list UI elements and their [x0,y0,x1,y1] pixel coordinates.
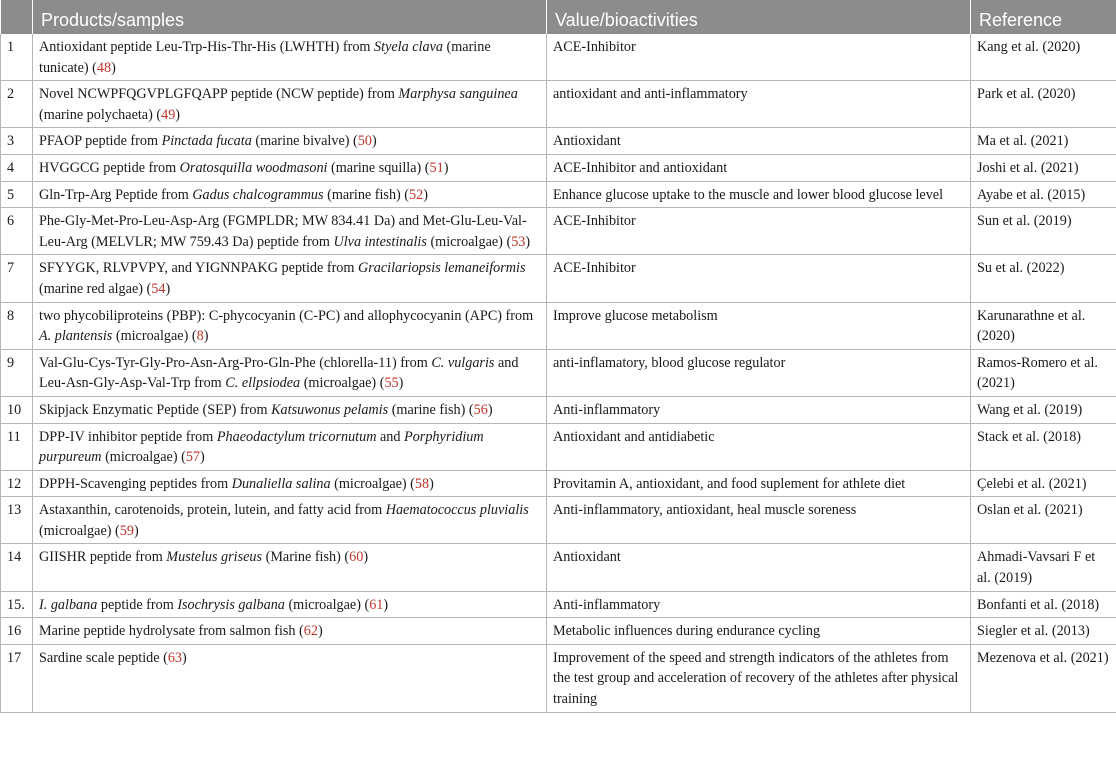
citation-link[interactable]: 49 [161,106,176,123]
reference-cell: Stack et al. (2018) [971,423,1116,470]
row-number: 12 [1,470,33,497]
product-text: ) [317,623,323,640]
product-cell [33,208,547,255]
species-name: C. vulgaris [431,354,495,371]
reference-cell: Kang et al. (2020) [971,34,1116,81]
product-text: Sardine scale peptide ( [39,649,168,666]
product-cell [33,470,547,497]
product-text: (microalgae) ( [300,375,385,392]
bioactivity-cell: ACE-Inhibitor [547,255,971,302]
product-text: (microalgae) ( [112,328,197,345]
citation-link[interactable]: 60 [349,549,364,566]
species-name: I. galbana [39,596,98,613]
bioactivity-cell: Improve glucose metabolism [547,302,971,349]
product-text: (marine fish) ( [388,401,474,418]
product-text: ) [429,475,434,492]
product-cell [33,181,547,208]
row-number: 4 [1,154,33,181]
citation-link[interactable]: 63 [167,649,183,666]
species-name: Ulva intestinalis [333,233,427,250]
product-text: and [376,428,405,445]
product-text: and Leu-Asn-Gly-Asp-Val-Trp from [39,354,519,392]
product-text: Val-Glu-Cys-Tyr-Gly-Pro-Asn-Arg-Pro-Gln-Phe (chlorella-11) from [39,354,432,371]
reference-cell: Ramos-Romero et al. (2021) [971,349,1116,396]
product-text: ) [423,186,428,203]
product-text: DPP-IV inhibitor peptide from [39,428,217,445]
product-text: Phe-Gly-Met-Pro-Leu-Asp-Arg (FGMPLDR; MW 834.41 Da) and Met-Glu-Leu-Val-Leu-Arg (MELVLR; MW 759.43 Da) peptide from [39,213,527,250]
product-text: ) [383,596,389,613]
table-row [1,644,1116,712]
product-cell [33,396,547,423]
row-number: 3 [1,128,33,155]
reference-cell: Wang et al. (2019) [971,396,1116,423]
product-cell [33,497,547,544]
citation-link[interactable]: 57 [185,449,201,466]
product-text: SFYYGK, RLVPVPY, and YIGNNPAKG peptide from [39,260,358,277]
product-text: (marine polychaeta) ( [39,106,162,123]
table-row [1,34,1116,81]
citation-link[interactable]: 58 [414,475,430,492]
species-name: Isochrysis galbana [177,596,285,613]
bioactivity-cell: Antioxidant [547,128,971,155]
reference-cell: Ma et al. (2021) [971,128,1116,155]
reference-cell: Ahmadi-Vavsari F et al. (2019) [971,544,1116,591]
row-number: 15. [1,591,33,618]
table-row [1,302,1116,349]
citation-link[interactable]: 62 [303,623,318,640]
product-text: Skipjack Enzymatic Peptide (SEP) from [39,401,272,418]
product-text: ) [487,401,493,418]
header-value-bioactivities: Value/bioactivities [547,0,971,34]
reference-cell: Çelebi et al. (2021) [971,470,1116,497]
header-products-samples: Products/samples [33,0,547,34]
row-number: 14 [1,544,33,591]
product-cell [33,618,547,645]
product-cell [33,644,547,712]
row-number: 5 [1,181,33,208]
product-text: (marine tunicate) ( [39,39,491,76]
row-number: 8 [1,302,33,349]
citation-link[interactable]: 48 [96,59,112,76]
citation-link[interactable]: 53 [511,233,526,250]
product-cell [33,255,547,302]
row-number: 6 [1,208,33,255]
product-text: two phycobiliproteins (PBP): C-phycocyanin (C-PC) and allophycocyanin (APC) from [39,307,534,324]
bioactivity-cell: Antioxidant [547,544,971,591]
product-text: (marine fish) ( [323,186,410,203]
reference-cell: Bonfanti et al. (2018) [971,591,1116,618]
product-cell [33,128,547,155]
row-number: 10 [1,396,33,423]
table-row [1,154,1116,181]
species-name: Styela clava [374,39,443,55]
species-name: Gracilariopsis lemaneiformis [357,260,526,277]
species-name: Marphysa sanguinea [398,86,518,103]
product-text: (microalgae) ( [101,449,186,466]
species-name: A. plantensis [39,328,113,345]
table-row [1,81,1116,128]
header-reference: Reference [971,0,1116,34]
product-text: ) [398,375,404,392]
product-text: (marine red algae) ( [39,280,152,297]
bioactivity-cell: anti-inflamatory, blood glucose regulator [547,349,971,396]
citation-link[interactable]: 61 [369,596,384,613]
row-number: 11 [1,423,33,470]
table-row [1,470,1116,497]
reference-cell: Siegler et al. (2013) [971,618,1116,645]
species-name: Phaeodactylum tricornutum [216,428,377,445]
citation-link[interactable]: 56 [473,401,488,418]
species-name: C. ellpsiodea [225,375,301,392]
reference-cell: Joshi et al. (2021) [971,154,1116,181]
product-cell [33,154,547,181]
table-row [1,497,1116,544]
product-text: ) [203,328,209,345]
citation-link[interactable]: 59 [119,522,134,539]
product-text: (microalgae) ( [330,475,415,492]
product-text: PFAOP peptide from [39,133,162,150]
species-name: Gadus chalcogrammus [192,186,324,203]
bioactivity-cell: Enhance glucose uptake to the muscle and lower blood glucose level [547,181,971,208]
reference-cell: Park et al. (2020) [971,81,1116,128]
product-cell [33,544,547,591]
row-number: 1 [1,34,33,81]
table-row [1,618,1116,645]
product-cell [33,349,547,396]
product-cell [33,591,547,618]
bioactivity-cell: Improvement of the speed and strength indicators of the athletes from the test group and acceleration of recovery of the athletes after physical training [547,644,971,712]
table-row [1,128,1116,155]
product-text: Gln-Trp-Arg Peptide from [39,186,193,203]
reference-cell: Su et al. (2022) [971,255,1116,302]
product-text: ) [133,522,139,539]
table-row [1,208,1116,255]
species-name: Dunaliella salina [231,475,331,492]
citation-link[interactable]: 51 [429,159,444,176]
product-text: Novel NCWPFQGVPLGFQAPP peptide (NCW peptide) from [39,86,399,103]
product-text: Marine peptide hydrolysate from salmon fish ( [39,623,304,640]
row-number: 2 [1,81,33,128]
table-body [1,34,1116,712]
bioactivity-cell: Antioxidant and antidiabetic [547,423,971,470]
bioactivity-cell: Anti-inflammatory, antioxidant, heal muscle soreness [547,497,971,544]
row-number: 16 [1,618,33,645]
species-name: Haematococcus pluvialis [385,502,529,519]
table-header-row [1,0,1116,34]
species-name: Oratosquilla woodmasoni [179,159,328,176]
reference-cell: Sun et al. (2019) [971,208,1116,255]
product-text: ) [525,233,531,250]
species-name: Mustelus griseus [166,549,263,566]
citation-link[interactable]: 52 [409,186,424,203]
citation-link[interactable]: 54 [151,280,166,297]
citation-link[interactable]: 50 [357,133,372,150]
product-cell [33,34,547,81]
product-text: ) [443,159,449,176]
row-number: 17 [1,644,33,712]
product-text: (marine bivalve) ( [251,133,358,150]
product-text: ) [200,449,205,466]
product-text: DPPH-Scavenging peptides from [39,475,232,492]
product-cell [33,81,547,128]
row-number: 9 [1,349,33,396]
reference-cell: Ayabe et al. (2015) [971,181,1116,208]
reference-cell: Oslan et al. (2021) [971,497,1116,544]
product-text: GIISHR peptide from [39,549,167,566]
table-row [1,544,1116,591]
row-number: 13 [1,497,33,544]
table-row [1,181,1116,208]
bioactivity-cell: Anti-inflammatory [547,591,971,618]
product-text: ) [111,59,116,76]
table-row [1,423,1116,470]
product-text: (microalgae) ( [426,233,512,250]
table-row [1,255,1116,302]
bioactivity-cell: ACE-Inhibitor and antioxidant [547,154,971,181]
product-text: ) [165,280,171,297]
bioactivity-cell: antioxidant and anti-inflammatory [547,81,971,128]
product-text: ) [371,133,377,150]
product-text: (Marine fish) ( [262,549,350,566]
product-text: Astaxanthin, carotenoids, protein, lutein, and fatty acid from [39,502,386,519]
header-number [1,0,33,34]
citation-link[interactable]: 55 [384,375,399,392]
citation-link[interactable]: 8 [196,328,204,345]
bioactivity-cell: ACE-Inhibitor [547,208,971,255]
product-text: ) [363,549,369,566]
table-row [1,396,1116,423]
row-number: 7 [1,255,33,302]
species-name: Porphyridium purpureum [39,428,484,466]
bioactivity-cell: ACE-Inhibitor [547,34,971,81]
product-text: ) [182,649,187,666]
product-text: (marine squilla) ( [327,159,430,176]
product-cell [33,302,547,349]
species-name: Pinctada fucata [161,133,252,150]
bioactivity-cell: Provitamin A, antioxidant, and food suplement for athlete diet [547,470,971,497]
product-text: ) [175,106,181,123]
table-row [1,591,1116,618]
bioactivity-cell: Anti-inflammatory [547,396,971,423]
species-name: Katsuwonus pelamis [271,401,389,418]
product-text: HVGGCG peptide from [39,159,180,176]
product-text: Antioxidant peptide Leu-Trp-His-Thr-His (LWHTH) from [39,39,375,55]
product-cell [33,423,547,470]
table-row [1,349,1116,396]
reference-cell: Karunarathne et al. (2020) [971,302,1116,349]
product-text: (microalgae) ( [39,522,120,539]
bioactivity-cell: Metabolic influences during endurance cycling [547,618,971,645]
reference-cell: Mezenova et al. (2021) [971,644,1116,712]
product-text: (microalgae) ( [284,596,370,613]
product-text: peptide from [97,596,178,613]
